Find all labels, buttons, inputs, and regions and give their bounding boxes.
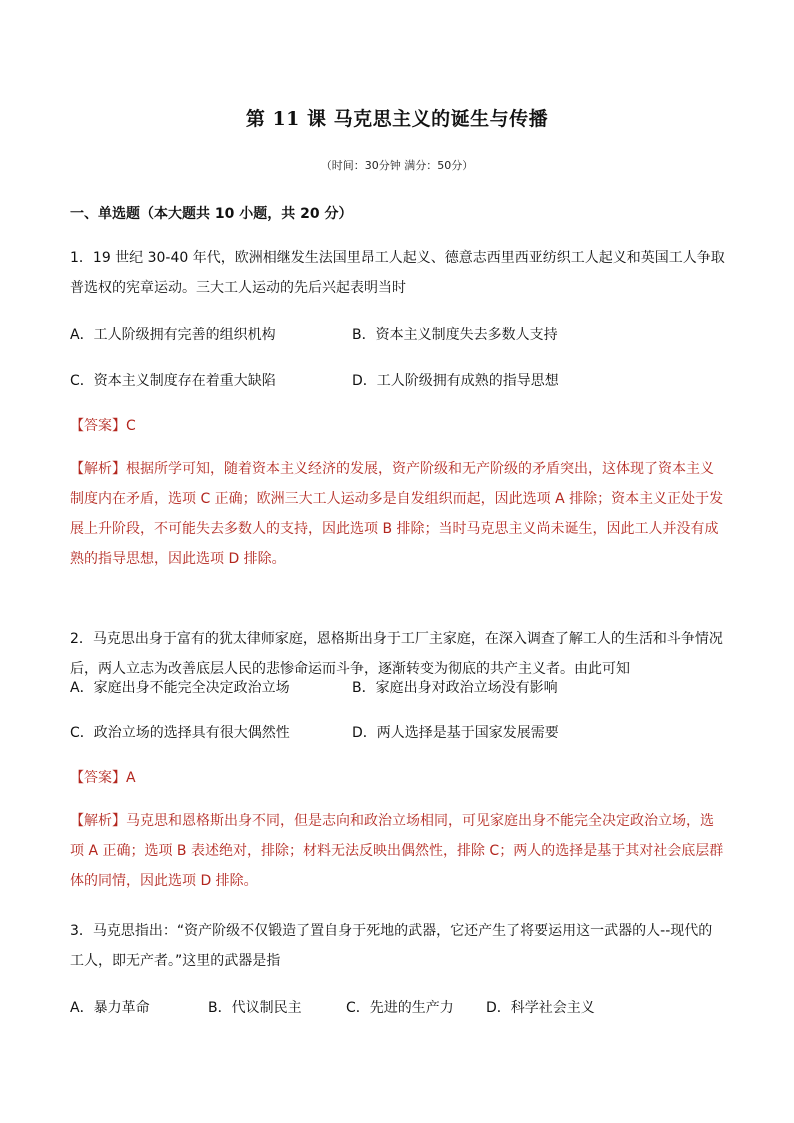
exam-info: （时间：30分钟 满分：50分） — [320, 159, 474, 172]
question-1-option-a: A．工人阶级拥有完善的组织机构 — [70, 327, 276, 343]
question-3-option-d: D．科学社会主义 — [486, 1000, 595, 1016]
section-heading: 一、单选题（本大题共 10 小题，共 20 分） — [70, 206, 353, 222]
question-3-option-b: B．代议制民主 — [208, 1000, 302, 1016]
page-title: 第 11 课 马克思主义的诞生与传播 — [245, 108, 549, 130]
question-1-stem: 1．19 世纪 30-40 年代，欧洲相继发生法国里昂工人起义、德意志西里西亚纺织工人起义和英国工人争取普选权的宪章运动。三大工人运动的先后兴起表明当时 — [70, 250, 725, 296]
question-2-option-b: B．家庭出身对政治立场没有影响 — [352, 680, 558, 696]
question-2-option-a: A．家庭出身不能完全决定政治立场 — [70, 680, 290, 696]
question-2-answer: 【答案】A — [70, 770, 136, 786]
question-2-option-c: C．政治立场的选择具有很大偶然性 — [70, 725, 290, 741]
question-2-explanation: 【解析】马克思和恩格斯出身不同，但是志向和政治立场相同，可见家庭出身不能完全决定政治立场，选项 A 正确；选项 B 表述绝对，排除；材料无法反映出偶然性，排除 C；两人的选择是基于其对社会底层群体的同情，因此选项 D 排除。 — [70, 813, 724, 889]
question-1-answer: 【答案】C — [70, 418, 136, 434]
question-3-option-c: C．先进的生产力 — [346, 1000, 454, 1016]
question-1-option-b: B．资本主义制度失去多数人支持 — [352, 327, 558, 343]
question-3-stem: 3．马克思指出：“资产阶级不仅锻造了置自身于死地的武器，它还产生了将要运用这一武器的人--现代的工人，即无产者。”这里的武器是指 — [70, 923, 713, 969]
question-2-option-d: D．两人选择是基于国家发展需要 — [352, 725, 559, 741]
question-1-option-c: C．资本主义制度存在着重大缺陷 — [70, 373, 276, 389]
question-1-explanation: 【解析】根据所学可知，随着资本主义经济的发展，资产阶级和无产阶级的矛盾突出，这体现了资本主义制度内在矛盾，选项 C 正确；欧洲三大工人运动多是自发组织而起，因此选项 A 排除；资本主义正处于发展上升阶段，不可能失去多数人的支持，因此选项 B 排除；当时马克思主义尚未诞生，因此工人并没有成熟的指导思想，因此选项 D 排除。 — [70, 461, 724, 567]
question-2-stem: 2．马克思出身于富有的犹太律师家庭，恩格斯出身于工厂主家庭，在深入调查了解工人的生活和斗争情况后，两人立志为改善底层人民的悲惨命运而斗争，逐渐转变为彻底的共产主义者。由此可知 — [70, 631, 723, 677]
question-1-option-d: D．工人阶级拥有成熟的指导思想 — [352, 373, 559, 389]
question-3-option-a: A．暴力革命 — [70, 1000, 150, 1016]
